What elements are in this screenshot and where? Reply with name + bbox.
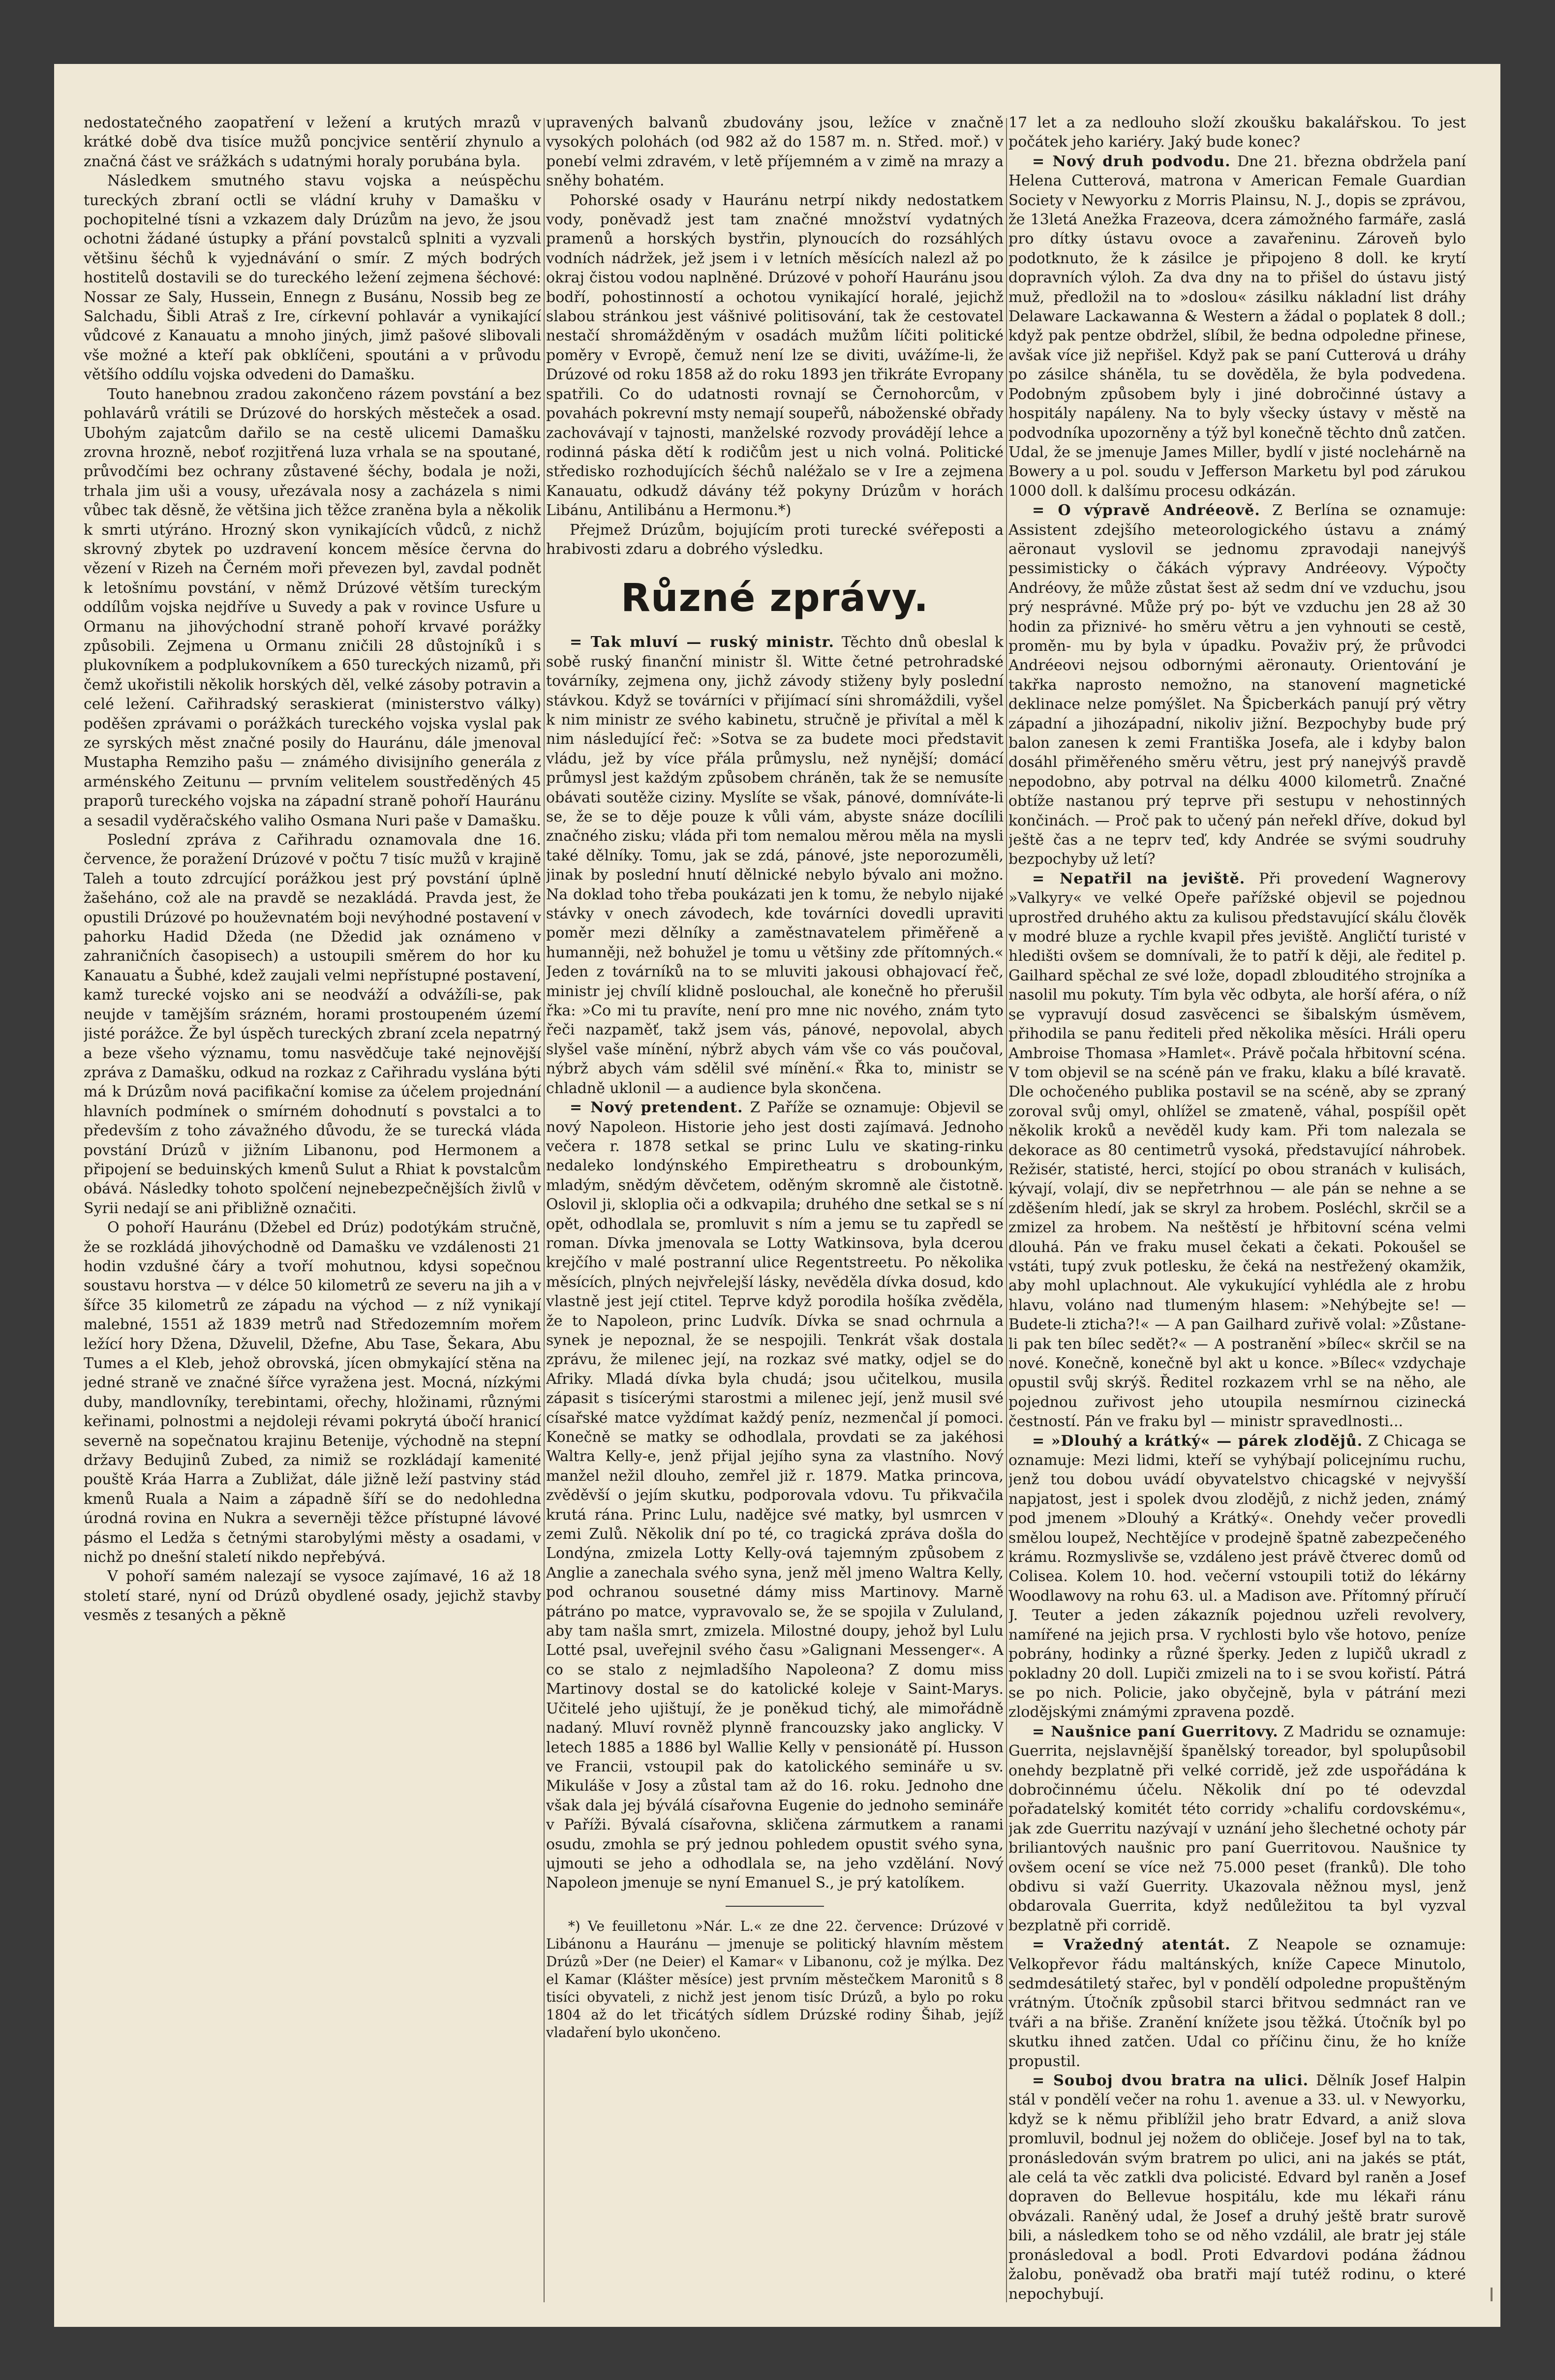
paragraph: V pohoří samém nalezají se vysoce zajímavé, 16 až 18 století staré, nyní od Drúzů obydlené osady, jejichž stavby vesměs z tesaných a pěkně	[84, 1568, 541, 1624]
footnote: *) Ve feuilletonu »Nár. L.« ze dne 22. července: Drúzové v Libánonu a Hauránu — jmenuje se politický hlavním městem Drúzů »Der (ne Deier) el Kamar« v Libanonu, což je mýlka. Dez el Kamar (Klášter měsíce) jest prvním městečkem Maronitů s 8 tisíci obyvateli, z nichž jest jenom tisíc Drúzů, a bylo po roku 1804 až do let třicátých sídlem Drúzské rodiny Šihab, jejíž vladaření bylo ukončeno.	[546, 1918, 1004, 2041]
column-rule	[544, 118, 545, 2302]
column-left	[84, 113, 541, 2317]
news-body: Z Chicaga se oznamuje: Mezi lidmi, kteří se vyhýbají policejnímu ruchu, jenž tou dobou uvádí obyvatelstvo chicagské v nejvyšší napjatost, jest i spolek dvou zlodějů, z nichž jeden, známý pod jmenem »Dlouhý a Krátký«. Onehdy večer provedli smělou loupež, Nechtějíce v prodejně špatně zabezpečeného krámu. Rozmyslivše se, vzdáleno jest právě čtverec domů od Colisea. Kolem 10. hod. večerní vstoupili totiž do lékárny Woodlawovy na rohu 63. ul. a Madison ave. Přítomný příručí J. Teuter a jeden zákazník pojednou uzřeli revolvery, namířené na jejich prsa. V rychlosti bylo vše hotovo, peníze pobrány, hodinky a různé šperky. Jeden z lupičů ukradl z pokladny 20 doll. Lupiči zmizeli na to i se svou kořistí. Pátrá se po nich. Policie, jako obyčejně, byla v pátrání mezi zlodějskými známými zpravena pozdě.	[1008, 1432, 1466, 1721]
news-body: Z Berlína se oznamuje: Assistent zdejšího meteorologického ústavu a známý aëronaut vyslovil se jednomu zpravodaji nanejvýš pessimisticky o čákách výpravy Andréeovy. Výpočty Andréovy, že může zůstat šest až sedm dní ve vzduchu, jsou prý nesprávné. Může prý po- být ve vzduchu jen 28 až 30 hodin za přiznivé- ho směru větru a jen vyhnouti se cestě, proměn- mu by byla v úpadku. Považiv prý, že průvodci Andréeovi nejsou odbornými aëronauty. Orientování je takřka naprosto nemožno, na stanovení magnetické deklinace nelze pomýšlet. Na Špicberkách panují prý větry západní a jihozápadní, nikoliv jižní. Bezpochyby bude prý balon zanesen k zemi Františka Josefa, ale i kdyby balon dosáhl přiměřeného směru větru, jest prý nanejvýš pravdě nepodobno, aby potrval na délku 4000 kilometrů. Značné obtíže nastanou prý teprve při sestupu v nehostinných končinách. — Proč pak to učený pán neřekl dříve, dokud byl ještě čas a ne teprv teď, kdy Andrée se svými soudruhy bezpochyby už letí?	[1008, 502, 1466, 868]
news-body: Z Neapole se oznamuje: Velkopřevor řádu maltánských, kníže Capece Minutolo, sedmdesátiletý stařec, byl v pondělí odpoledne propuštěným vrátným. Útočník způsobil starci břitvou sedmnáct ran ve tváři a na břiše. Zranění knížete jsou těžká. Útočník byl po skutku ihned zatčen. Udal co příčinu činu, že ho kníže propustil.	[1008, 1936, 1466, 2070]
newspaper-page	[54, 64, 1500, 2327]
page-edge-mark	[1491, 2288, 1493, 2301]
column-right	[1008, 113, 1466, 2317]
news-body: Těchto dnů obeslal k sobě ruský finanční ministr šl. Witte četné petrohradské továrníky, zejmena ony, jichž závody stiženy byly poslední stávkou. Když se továrníci v přijímací síni shromáždili, vyšel k nim ministr ze svého kabinetu, stručně je přivítal a měl k nim následující řeč: »Sotva se za budete moci představit vládu, jež by více přála průmyslu, než nynější; domácí průmysl jest každým způsobem chráněn, tak že se nemusíte obávati soutěže ciziny. Myslíte se však, pánové, domníváte-li se, že se to děje pouze k vůli vám, abyste snáze docílili značného zisku; vláda při tom nemalou měrou měla na mysli také dělníky. Tomu, jak se zdá, pánové, jste neporozuměli, jinak by poslední hnutí dělnické nebylo bývalo ani možno. Na doklad toho třeba poukázati jen k tomu, že nebylo nijaké stávky v onech závodech, kde továrníci dovedli upraviti poměr mezi dělníky a zaměstnavatelem přiměřeně a humanněji, než bohužel je tomu u většiny zde přítomných.« Jeden z továrníků na to se mluviti jakousi obhajovací řeč, ministr jej chvílí klidně poslouchal, ale konečně ho přerušil řka: »Co mi tu pravíte, není pro mne nic nového, znám tyto řeči nazpaměť, takž jsem vás, pánové, nepovolal, abych slyšel vaše mínění, nýbrž abych vám vše co vás poučoval, nýbrž abych vám sdělil své mínění.« Řka to, ministr se chladně uklonil — a audience byla skončena.	[546, 634, 1004, 1097]
news-headline: = Nový pretendent.	[570, 1099, 743, 1117]
news-body: Z Madridu se oznamuje: Guerrita, nejslavnější španělský toreador, byl spolupůsobil onehdy bezplatně při velké corridě, jež zde uspořádána k dobročinnému účelu. Několik dní po té odevzdal pořadatelský komitét této corridy »chalifu cordovskému«, jak zde Guerritu nazývají v uznání jeho šlechetné ochoty pár briliantových naušnic pro paní Guerritovou. Naušnice ty ovšem ocení se více než 75.000 peset (franků). Dle toho obdivu si važí Guerrity. Ukazovala něžnou mysl, jenž obdarovala Guerrita, když nedůležitou ta byl vyzval bezplatně při corridě.	[1008, 1723, 1466, 1934]
paragraph: O pohoří Hauránu (Džebel ed Drúz) podotýkám stručně, že se rozkládá jihovýchodně od Damašku ve vzdálenosti 21 hodin vzdušné čáry a tvoří mohutnou, kdysi sopečnou soustavu horstva — v délce 50 kilometrů ze severu na jih a v šířce 35 kilometrů ze západu na východ — z níž vynikají malebné, 1551 až 1839 metrů nad Středozemním mořem ležící hory Džena, Džuvelil, Džefne, Abu Tase, Šekara, Abu Tumes a el Kleb, jehož obrovská, jícen obmykající stěna na jedné straně ve značné šířce vyražena jest. Mocná, nízkými duby, mandlovníky, terebintami, ořechy, hložinami, různými keřinami, polnostmi a nejdoleji révami pokrytá úbočí hranicí severně na sopečnatou krajinu Betenije, východně na stepní državy Bedujinů Zubed, za nimiž se rozkládají kamenité pouště Kráa Harra a Zubližat, dále jižně leží pastviny stád kmenů Ruala a Naim a západně šíří se do nedohledna úrodná rovina en Nukra a severněji těžce přístupné lávové pásmo el Ledža s četnými starobylými městy a osadami, v nichž po dnešní staletí nikdo nepřebývá.	[84, 1219, 541, 1566]
paragraph: Následkem smutného stavu vojska a neúspěchu tureckých zbraní octli se vládní kruhy v Damašku v pochopitelné tísni a vzkazem daly Drúzům na jevo, že jsou ochotni žádané ústupky a přání povstalců splniti a vyzvali většinu šéchů k vyjednávání o smír. Z mých bodrých hostitelů dostavili se do tureckého ležení zejmena šéchové: Nossar ze Saly, Hussein, Ennegn z Busánu, Nossib beg ze Salchadu, Šibli Atraš z Ire, církevní pohlavár a vynikající vůdcové z Kanauatu a mnoho jiných, jimž pašové slibovali vše možné a kteří pak obklíčeni, spoutáni a v průvodu většího oddílu vojska odvedeni do Damašku.	[84, 172, 541, 384]
paragraph: Touto hanebnou zradou zakončeno rázem povstání a bez pohlavárů vrátili se Drúzové do horských městeček a osad. Ubohým zajatcům dařilo se na cestě ulicemi Damašku zrovna hrozně, neboť rozjitřená luza vrhala se na spoutané, průvodčími bez ochrany zůstavené šéchy, bodala je noži, trhala jim uši a vousy, uřezávala nosy a zacházela s nimi vůbec tak děsně, že většina jich těžce zraněna byla a několik k smrti utýráno. Hrozný skon vynikajících vůdců, z nichž skrovný zbytek po uzdravení koncem měsíce června do vězení v Rizeh na Černém moři převezen byl, zavdal podnět k letošnímu povstání, v němž Drúzové větším tureckým oddílům vojska nejdříve u Suvedy a pak v rovince Usfure u Ormanu na jihovýchodní straně pohoří krvavé porážky způsobili. Zejmena u Ormanu zničili 28 důstojníků i s plukovníkem a podplukovníkem a 650 tureckých nizamů, při čemž ukořistili několik horských děl, velké zásoby potravin a celé ležení. Cařihradský seraskierat (ministerstvo války) poděšen zprávami o porážkách tureckého vojska vyslal pak ze syrských měst značné posily do Hauránu, dále jmenoval Mustapha Remziho pašu — známého divisijního generála z arménského Zeitunu — prvním velitelem soustředěných 45 praporů tureckého vojska na západní straně pohoří Hauránu a sesadil vyděračského valiho Osmana Nuri paše v Damašku.	[84, 385, 541, 829]
section-title: Různé zprávy.	[620, 576, 929, 621]
column-middle	[546, 113, 1004, 2317]
news-headline: = Souboj dvou bratra na ulici.	[1032, 2072, 1309, 2090]
column-rule	[1006, 118, 1007, 2302]
paragraph: Přejmež Drúzům, bojujícím proti turecké svéřeposti a hrabivosti zdaru a dobrého výsledku.	[546, 521, 1004, 558]
paragraph: nedostatečného zaopatření v ležení a krutých mrazů v krátké době dva tisíce mužů poncjvice sentěrií zhynulo a značná část ve srážkách s udatnými horaly porubána byla.	[84, 114, 541, 170]
news-headline: = Nový druh podvodu.	[1032, 153, 1231, 170]
news-headline: = Naušnice paní Guerritovy.	[1032, 1723, 1279, 1740]
paragraph: 17 let a za nedlouho složí zkoušku bakalářskou. To jest počátek jeho kariéry. Jaký bude konec?	[1008, 114, 1466, 151]
news-body: Při provedení Wagnerovy »Valkyry« ve velké Opeře pařížské objevil se pojednou uprostřed druhého aktu za kulisou představující skálu člověk v modré bluze a rychle kvapil přes jeviště. Angličtí turisté v hledišti ovšem se domnívali, že to patří k ději, ale ředitel p. Gailhard spěchal ze své lože, dopadl zblouditého strojníka a nasolil mu pokuty. Tím byla věc odbyta, ale horší aféra, o níž se vypravují dosud zasvěcenci se šibalským úsměvem, přihodila se panu řediteli před několika měsíci. Hráli operu Ambroise Thomasa »Hamlet«. Právě počala hřbitovní scéna. V tom objevil se na scéně pán ve fraku, klaku a bílé kravatě. Dle ochočeného publika postavil se na scéně, aby se zpraný zoroval svůj omyl, ohlížel se zmateně, váhal, pospíšil opět několik kroků a nevěděl kudy kam. Při tom nalezala se dekorace as 80 centimetrů vysoká, představující náhrobek. Režisér, statisté, herci, stojící po obou stranách v kulisách, kývají, volají, div se nepřetrhnou — ale pán se nehne a se zděšením hledí, jak se skryl za hrobem. Posléchl, skrčil se a zmizel za hrobem. Na neštěstí je hřbitovní scéna velmi dlouhá. Pán ve fraku musel čekati a čekati. Pokoušel se vstáti, tupý zvuk potlesku, že čeká na nestřežený okamžik, aby mohl uplachnout. Ale vykukující vyhlédla ale z hrobu hlavu, voláno nad tlumeným hlasem: »Nehýbejte se! — Budete-li zticha?!« — A pan Gailhard zuřivě volal: »Zůstane-li pak ten bílec sedět?« — A postranění »bílec« skrčil se na nové. Konečně, konečně byl akt u konce. »Bílec« vzdychaje opustil svůj skrýš. Ředitel rozkazem vrhl se na něho, ale pojednou zuřivost jeho utoupila nesmírnou cizinecká čestností. Pán ve fraku byl — ministr spravedlnosti...	[1008, 870, 1466, 1431]
news-headline: = Nepatřil na jeviště.	[1032, 870, 1246, 887]
news-body: Dělník Josef Halpin stál v pondělí večer na rohu 1. avenue a 33. ul. v Newyorku, když se k němu přiblížil jeho bratr Edvard, a aniž slova promluvil, bodnul jej nožem do obličeje. Josef byl na to tak, pronásledován svým bratrem po ulici, ani na jakés se ptát, ale celá ta věc zatkli dva policisté. Edvard byl raněn a Josef dopraven do Bellevue hospitálu, kde mu lékaři ránu obvázali. Raněný udal, že Josef a druhý ještě bratr surově bili, a následkem toho se od něho vzdálil, ale bratr jej stále pronásledoval a bodl. Proti Edvardovi podána žádnou žalobu, poněvadž oba bratři mají tutéž rodinu, o které nepochybují.	[1008, 2072, 1466, 2303]
footnote-divider	[726, 1906, 824, 1907]
news-headline: = O výpravě Andréeově.	[1032, 502, 1260, 519]
paragraph: Pohorské osady v Hauránu netrpí nikdy nedostatkem vody, poněvadž jest tam značné množství vydatných pramenů a horských bystřin, plynoucích do rozsáhlých vodních nádržek, jež jsem i v letních měsících nalezl až po okraj čistou vodou naplněné. Drúzové v pohoří Hauránu jsou bodří, pohostinností a ochotou vynikající horalé, jejichž slabou stránkou jest vášnivé politisování, tak že cestovatel nestačí shromážděným v osadách mužům líčiti politické poměry v Evropě, čemuž není lze se diviti, uvážíme-li, že Drúzové od roku 1858 až do roku 1893 jen třikráte Evropany spatřili. Co do udatnosti rovnají se Černohorcům, v povahách pokrevní msty nemají soupeřů, náboženské obřady zachovávají v tajnosti, manželské rozvody provádějí lehce a rodinná páska dětí k rodičům jest u nich volná. Politické středisko rozhodujících šéchů naléžalo se v Ire a zejmena Kanauatu, odkudž dávány též pokyny Drúzům v horách Libánu, Antilibánu a Hermonu.*)	[546, 191, 1004, 519]
news-headline: = Vražedný atentát.	[1032, 1936, 1231, 1954]
news-headline: = »Dlouhý a krátký« — párek zlodějů.	[1032, 1432, 1363, 1450]
paragraph: Poslední zpráva z Cařihradu oznamovala dne 16. července, že poražení Drúzové v počtu 7 tisíc mužů v krajině Taleh a touto zdrcující porážkou jest prý povstání úplně žašeháno, což ale na pravdě se nezakládá. Pravda jest, že opustili Drúzové po houževnatém boji nevýhodné postavení v pahorku Hadid Džeda (ne Džedid jak oznámeno v zahraničních časopisech) a ustoupili směrem do hor ku Kanauatu a Šubhé, kdež zaujali velmi nepřístupné postavení, kamž turecké vojsko ani se neodváží a odvážíli-se, pak neujde v tamějším srázném, horami prostoupeném území jisté porážce. Že byl úspěch tureckých zbraní zcela nepatrný a beze všeho významu, tomu nasvědčuje také nejnovější zpráva z Damašku, odkud na rozkaz z Cařihradu vyslána býti má k Drúzům nová pacifikační komise za účelem projednání hlavních podmínek o smírném dohodnutí s povstalci a to především z toho závažného důvodu, že se turecká vláda povstání Drúzů v jižním Libanonu, pod Hermonem a připojení se beduinských kmenů Sulut a Rhiat k povstalcům obává. Následky tohoto spolčení nejnebezpečnějších živlů v Syrii nedají se ani přibližně označiti.	[84, 831, 541, 1217]
news-headline: = Tak mluví — ruský ministr.	[570, 634, 834, 651]
news-body: Dne 21. března obdržela paní Helena Cutterová, matrona v American Female Guardian Society v Newyorku z Morris Plainsu, N. J., dopis se zprávou, že 13letá Anežka Frazeova, dcera zámožného farmáře, zaslá pro dítky ústavu ovoce a zavařeninu. Zároveň bylo podotknuto, že k zásilce je připojeno 8 doll. ke krytí dopravních výloh. Za dva dny na to přišel do ústavu jistý muž, předložil na to »doslou« zásilku nákladní list dráhy Delaware Lackawanna & Western a žádal o poplatek 8 doll.; když pak pentze obdržel, slíbil, že bedna odpoledne přinese, avšak více již nepřišel. Když pak se paní Cutterová u dráhy po zásilce sháněla, tu se dověděla, že byla podvedena. Podobným způsobem byly i jiné dobročinné ústavy a hospitály napáleny. Na to byly všecky ústavy v městě na podvodníka upozorněny a týž byl konečně těchto dnů zatčen. Udal, že se jmenuje James Miller, bydlí v jisté noclehárně na Bowery a u pol. soudu v Jefferson Marketu byl pod zárukou 1000 doll. k dalšímu procesu odkázán.	[1008, 153, 1466, 500]
paragraph: upravených balvanů zbudovány jsou, ležíce v značně vysokých polohách (od 982 až do 1587 m. n. Střed. moř.) v ponebí velmi zdravém, v letě příjemném a v zimě na mrazy a sněhy bohatém.	[546, 114, 1004, 190]
news-body: Z Paříže se oznamuje: Objevil se nový Napoleon. Historie jeho jest dosti zajímavá. Jednoho večera r. 1878 setkal se princ Lulu ve skating-rinku nedaleko londýnského Empiretheatru s drobounkým, mladým, snědým děvčetem, oděným skromně ale čistotně. Oslovil ji, skloplia oči a odkvapila; druhého dne setkal se s ní opět, odhodlala se, promluvit s ním a jemu se tu zapředl se roman. Dívka jmenovala se Lotty Watkinsova, byla dcerou krejčího v malé postranní ulice Regentstreetu. Po několika měsících, plných nejvřelejší lásky, nevěděla dívka dosud, kdo vlastně jest její ctitel. Teprve když porodila hošíka zvěděla, že to Napoleon, princ Ludvík. Dívka se snad ochrnula a synek je nepoznal, že se nespojili. Tenkrát však dostala zprávu, že milenec její, na rozkaz své matky, odjel se do Afriky. Mladá dívka byla chudá; jsou učitelkou, musila zápasit s tisícerými starostmi a milenec její, jenž musil své císařské matce vyždímat každý peníz, nezmenčal jí pomoci. Konečně se matky se odhodlala, provdati se za jakéhosi Waltra Kelly-e, jenž přijal jejího syna za vlastního. Nový manžel nežil dlouho, zemřel již r. 1879. Matka princova, zvěděvší o jejím skutku, podporovala vdovu. Tu přikvačila krutá rána. Princ Lulu, nadějce své matky, byl usmrcen v zemi Zulů. Několik dní po té, co tragická zpráva došla do Londýna, zmizela Lotty Kelly-ová tajemným způsobem z Anglie a zanechala svého syna, jenž měl jmeno Waltra Kelly, pod ochranou sousetné dámy miss Martinovy. Marně pátráno po matce, vypravovalo se, že se spojila v Zululand, aby tam našla smrt, zmizela. Milostné doupy, jehož byl Lulu Lotté psal, uveřejnil svého času »Galignani Messenger«. A co se stalo z nejmladšího Napoleona? Z domu miss Martinovy dostal se do katolické koleje v Saint-Marys. Učitelé jeho ujištují, že je poněkud tichý, ale mimořádně nadaný. Mluví rovněž plynně francouzsky jako anglicky. V letech 1885 a 1886 byl Wallie Kelly v pensionátě pí. Husson ve Francii, vstoupil pak do katolického semináře u sv. Mikuláše v Josy a zůstal tam až do 16. roku. Jednoho dne však dala jej býválá císařovna Eugenie do jednoho semináře v Paříži. Bývalá císařovna, skličena zármutkem a ranami osudu, zmohla se prý jednou pohledem opustit svého syna, ujmouti se jeho a odhodlala se, na jeho vzdělání. Nový Napoleon jmenuje se nyní Emanuel S., je prý katolíkem.	[546, 1099, 1004, 1892]
